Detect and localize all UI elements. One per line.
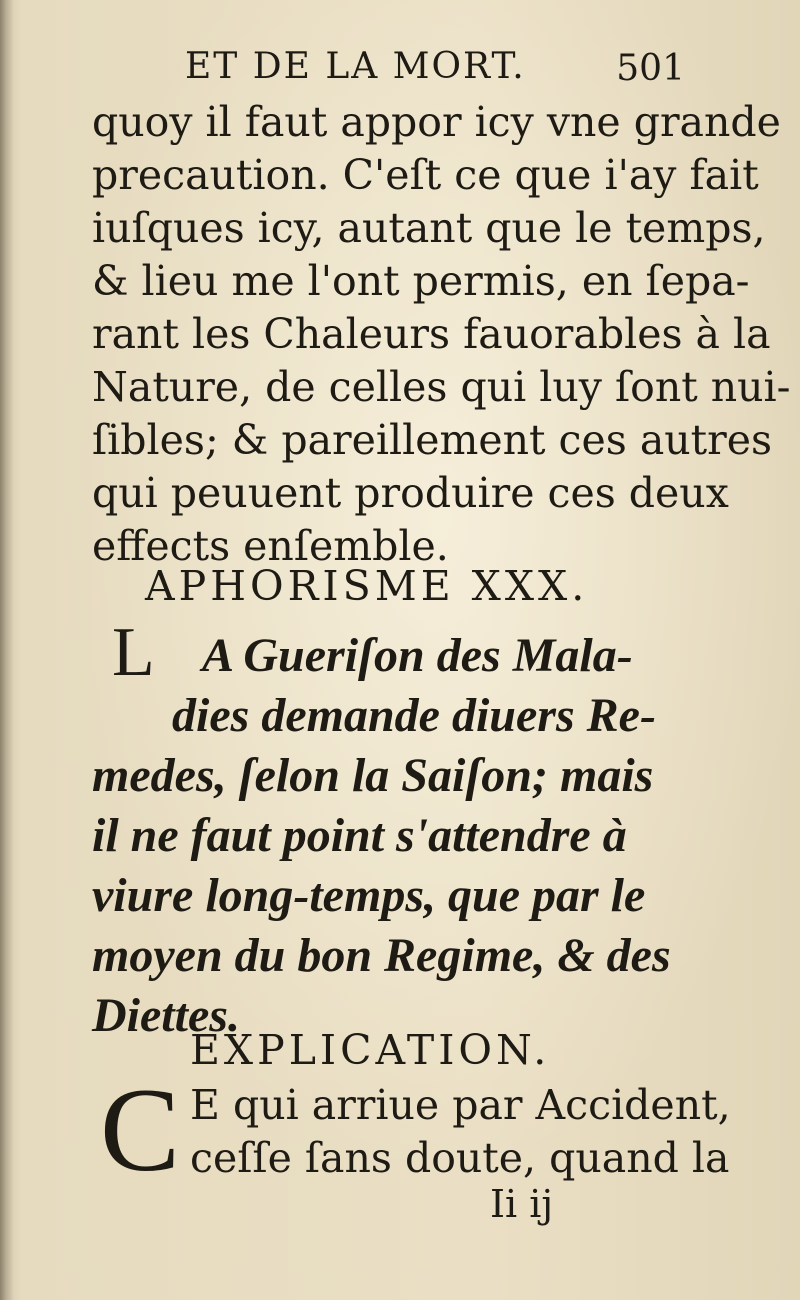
text-line: moyen du bon Regime, & des [92, 929, 671, 982]
text-line: E qui arriue par Accident, [190, 1081, 731, 1129]
text-line: effects enſemble. [92, 522, 449, 570]
text-line: Nature, de celles qui luy ſont nui- [92, 363, 791, 411]
running-title: ET DE LA MORT. [185, 46, 526, 87]
text-line: ſibles; & pareillement ces autres [92, 416, 773, 464]
text-line: ceſſe ſans doute, quand la [190, 1134, 730, 1182]
gutter-shadow [0, 0, 14, 1300]
explication-drop-initial: C [100, 1063, 181, 1196]
text-line: dies demande diuers Re- [172, 689, 656, 742]
running-head [185, 40, 685, 90]
text-line: qui peuuent produire ces deux [92, 469, 729, 517]
text-line: medes, ſelon la Saiſon; mais [92, 749, 654, 802]
page-number: 501 [616, 48, 685, 89]
text-line: Diettes. [92, 989, 240, 1042]
text-line: quoy il faut appor icy vne grande [92, 98, 781, 146]
text-line: iuſques icy, autant que le temps, [92, 204, 766, 252]
text-line: rant les Chaleurs fauorables à la [92, 310, 771, 358]
text-line: precaution. C'eſt ce que i'ay fait [92, 151, 759, 199]
text-line: il ne faut point s'attendre à [92, 809, 627, 862]
text-line: viure long-temps, que par le [92, 869, 646, 922]
aphorism-heading: APHORISME XXX. [145, 562, 589, 610]
explication-heading: EXPLICATION. [190, 1026, 551, 1074]
text-line: A Gueriſon des Mala- [202, 629, 633, 682]
text-line: & lieu me l'ont permis, en ſepa- [92, 257, 750, 305]
signature-mark: Ii ij [490, 1182, 554, 1226]
aphorism-drop-initial: L [112, 614, 155, 691]
